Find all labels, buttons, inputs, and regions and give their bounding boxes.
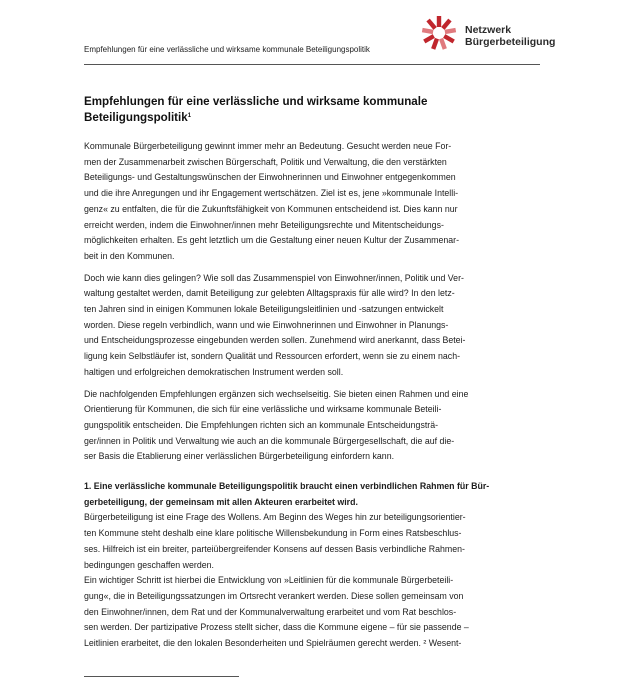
text-line: Orientierung für Kommunen, die sich für eine verlässliche und wirksame kommunale Beteili- (84, 404, 442, 415)
text-line: men der Zusammenarbeit zwischen Bürgerschaft, Politik und Verwaltung, die den verstärkten (84, 156, 447, 167)
text-line: genz« zu entfalten, die für die Zukunftsfähigkeit von Kommunen entscheidend ist. Dies kann nur (84, 203, 458, 214)
text-line: Bürgerbeteiligung ist eine Frage des Wollens. Am Beginn des Weges hin zur beteiligungsorientier- (84, 512, 466, 523)
logo-line-1: Netzwerk (465, 24, 512, 36)
text-line: möglichkeiten erhalten. Es geht letztlich um die Gestaltung einer neuen Kultur der Zusammenar- (84, 235, 460, 246)
section-1-heading (84, 479, 540, 510)
text-line: beit in den Kommunen. (84, 250, 175, 261)
section-1-body (84, 510, 540, 651)
text-line: erreicht werden, indem die Einwohner/innen mehr Beteiligungsrechte und Mitentscheidungs- (84, 219, 444, 230)
paragraph-1 (84, 139, 540, 265)
text-line: haltigen und erfolgreichen demokratischen Instrument werden soll. (84, 366, 344, 377)
text-line: Doch wie kann dies gelingen? Wie soll das Zusammenspiel von Einwohner/innen, Politik und Ver- (84, 272, 464, 283)
text-line: ger/innen in Politik und Verwaltung wie auch an die kommunale Bürgergesellschaft, die auf die- (84, 435, 455, 446)
netzwerk-logo (420, 14, 556, 50)
footnote-marker: 1 (187, 112, 192, 119)
text-line: waltung gestaltet werden, damit Beteiligung zur gelebten Alltagspraxis für alle wird? In den letz- (84, 288, 455, 299)
text-line: Die nachfolgenden Empfehlungen ergänzen sich wechselseitig. Sie bieten einen Rahmen und eine (84, 388, 469, 399)
heading-line: gerbeteiligung, der gemeinsam mit allen Akteuren erarbeitet wird. (84, 496, 358, 507)
paragraph-3 (84, 387, 540, 466)
header-divider (84, 64, 540, 65)
network-star-icon (420, 14, 458, 52)
title-line-2: Beteiligungspolitik (84, 110, 188, 124)
text-line: bedingungen geschaffen werden. (84, 559, 214, 570)
paragraph-2 (84, 271, 540, 381)
running-header: Empfehlungen für eine verlässliche und wirksame kommunale Beteiligungspolitik (84, 45, 370, 54)
text-line: Kommunale Bürgerbeteiligung gewinnt immer mehr an Bedeutung. Gesucht werden neue For- (84, 141, 452, 151)
text-line: Ein wichtiger Schritt ist hierbei die Entwicklung von »Leitlinien für die kommunale Bürgerbeteili- (84, 575, 454, 586)
document-body (84, 94, 540, 652)
text-line: worden. Diese regeln verbindlich, wann und wie Einwohnerinnen und Einwohner in Planungs- (84, 319, 449, 330)
text-line: ten Jahren sind in einigen Kommunen lokale Beteiligungsleitlinien und -satzungen entwickelt (84, 304, 444, 315)
text-line: und die ihre Anregungen und ihr Engagement wertschätzen. Ziel ist es, jene »kommunale Intelli- (84, 188, 459, 199)
text-line: Beteiligungs- und Gestaltungswünschen der Einwohnerinnen und Einwohner entgegenkommen (84, 172, 456, 183)
footnote-divider (84, 676, 239, 677)
text-line: ligung kein Selbstläufer ist, sondern Qualität und Ressourcen erfordert, wenn sie zu einem nach- (84, 351, 461, 362)
text-line: ses. Hilfreich ist ein breiter, parteiübergreifender Konsens auf dessen Basis verbindliche Rahmen- (84, 543, 465, 554)
text-line: und Entscheidungsprozesse eingebunden werden sollen. Zunehmend wird anerkannt, dass Betei- (84, 335, 466, 346)
text-line: gungspolitik entscheiden. Die Empfehlungen richten sich an kommunale Entscheidungsträ- (84, 419, 439, 430)
heading-line: 1. Eine verlässliche kommunale Beteiligungspolitik braucht einen verbindlichen Rahmen für Bür- (84, 481, 490, 492)
section-1 (84, 479, 540, 652)
text-line: gung«, die in Beteiligungssatzungen im Ortsrecht verankert werden. Diese sollen gemeinsam von (84, 590, 464, 601)
title-line-1: Empfehlungen für eine verlässliche und wirksame kommunale (84, 95, 428, 108)
logo-wordmark (465, 24, 555, 48)
logo-line-2: Bürgerbeteiligung (465, 36, 556, 48)
text-line: sen werden. Der partizipative Prozess stellt sicher, dass die Kommune eigene – für sie passende – (84, 622, 469, 633)
document-title (84, 94, 540, 125)
text-line: Leitlinien erarbeitet, die den lokalen Besonderheiten und Spielräumen gerecht werden. ² Wesent- (84, 638, 462, 649)
text-line: ser Basis die Etablierung einer verlässlichen Bürgerbeteiligung einfordern kann. (84, 451, 395, 462)
text-line: ten Kommune steht deshalb eine klare politische Willensbekundung in Form eines Ratsbeschlus- (84, 528, 462, 539)
text-line: den Einwohner/innen, dem Rat und der Kommunalverwaltung erarbeitet und vom Rat beschlos- (84, 606, 457, 617)
